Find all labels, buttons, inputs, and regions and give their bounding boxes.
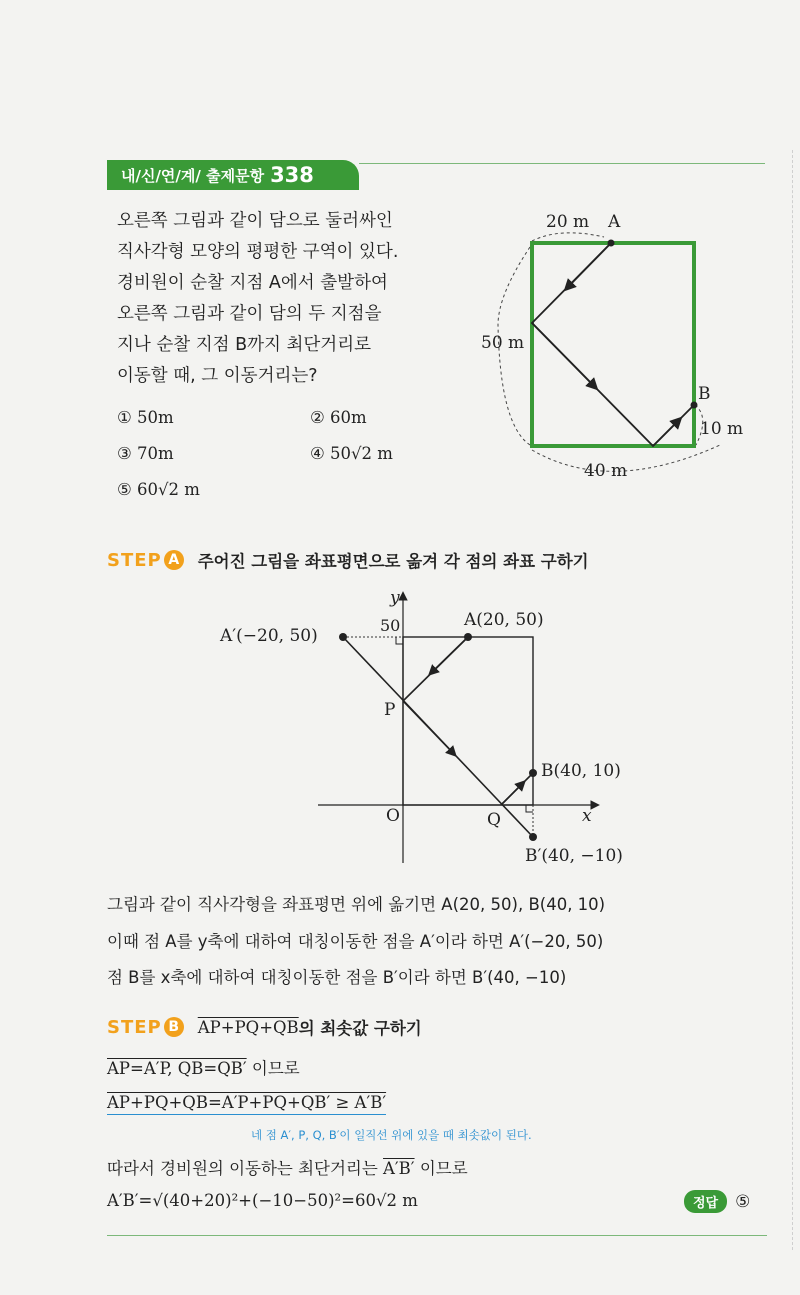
header-tag-number: 338 [270, 163, 314, 187]
step-b-letter: B [164, 1017, 184, 1037]
step-a-title: 주어진 그림을 좌표평면으로 옮겨 각 점의 좌표 구하기 [197, 552, 589, 571]
fig2-label-A-prime: A′(−20, 50) [220, 626, 318, 646]
point-B [691, 402, 698, 409]
step-b-line-4 [107, 1191, 418, 1210]
fig2-label-50: 50 [380, 616, 401, 635]
fig2-label-O: O [386, 806, 400, 826]
choice-5: ⑤ 60√2 m [117, 480, 200, 499]
patrol-path [532, 243, 694, 446]
fig1-label-A: A [608, 212, 621, 232]
step-b-line-2-math: AP+PQ+QB=A′P+PQ+QB′ ≥ A′B′ [107, 1093, 387, 1112]
step-a-heading [107, 548, 589, 572]
point-A2 [464, 633, 472, 641]
point-A [608, 240, 615, 247]
step-b-line-3-math: A′B′ [383, 1159, 415, 1178]
fig2-label-A: A(20, 50) [464, 610, 544, 630]
choice-1: ① 50m [117, 408, 174, 427]
fig1-label-20m: 20 m [546, 212, 590, 232]
problem-line: 이동할 때, 그 이동거리는? [117, 366, 318, 386]
choice-4: ④ 50√2 m [310, 444, 393, 463]
step-b-line-1 [107, 1055, 300, 1079]
step-a-label: STEP [107, 549, 162, 571]
step-b-label: STEP [107, 1016, 162, 1038]
step-a-letter: A [164, 550, 184, 570]
fig1-label-10m: 10 m [700, 419, 744, 439]
fig2-label-y: y [390, 588, 400, 608]
header-rule [359, 163, 765, 164]
problem-header-tag [107, 160, 359, 190]
step-b-heading [107, 1015, 422, 1039]
fig1-label-B: B [698, 384, 711, 404]
step-b-note: 네 점 A′, P, Q, B′이 일직선 위에 있을 때 최솟값이 된다. [251, 1128, 532, 1142]
step-b-title-math: AP+PQ+QB [197, 1017, 299, 1037]
fig2-label-Q: Q [487, 810, 501, 830]
step-b-line-3-tail: 이므로 [419, 1159, 468, 1178]
bottom-rule [107, 1235, 767, 1236]
step-b-line-3 [107, 1155, 468, 1179]
choice-3: ③ 70m [117, 444, 174, 463]
problem-line: 오른쪽 그림과 같이 담의 두 지점을 [117, 304, 382, 324]
dim-top-arc [532, 233, 604, 241]
choice-2: ② 60m [310, 408, 367, 427]
step-b-line-1-text: 이므로 [251, 1059, 300, 1078]
fig2-label-B: B(40, 10) [541, 761, 621, 781]
right-margin-line [792, 150, 793, 1250]
point-B-prime [529, 833, 537, 841]
answer-badge: 정답 [684, 1190, 727, 1213]
problem-line: 지나 순찰 지점 B까지 최단거리로 [117, 335, 372, 355]
answer-value: ⑤ [735, 1191, 751, 1212]
point-B2 [529, 769, 537, 777]
fig1-label-40m: 40 m [584, 461, 628, 481]
step-b-line-4-math: A′B′=√(40+20)²+(−10−50)²=60√2 m [107, 1191, 418, 1210]
step-b-line-1-math: AP=A′P, QB=QB′ [107, 1059, 247, 1078]
fig1-label-50m: 50 m [481, 333, 525, 353]
point-A-prime [339, 633, 347, 641]
problem-line: 직사각형 모양의 평평한 구역이 있다. [117, 242, 399, 262]
step-a-line-1: 그림과 같이 직사각형을 좌표평면 위에 옮기면 A(20, 50), B(40, 10) [107, 895, 606, 914]
fig2-label-x: x [582, 806, 592, 826]
step-a-line-2: 이때 점 A를 y축에 대하여 대칭이동한 점을 A′이라 하면 A′(−20, 50) [107, 932, 604, 951]
fig2-label-B-prime: B′(40, −10) [525, 846, 623, 866]
problem-statement [117, 206, 477, 392]
step-a-line-3: 점 B를 x축에 대하여 대칭이동한 점을 B′이라 하면 B′(40, −10) [107, 968, 567, 987]
fence-rectangle [532, 243, 694, 446]
answer-area [684, 1190, 750, 1213]
fig2-label-P: P [384, 700, 396, 720]
step-b-line-2 [107, 1093, 386, 1115]
problem-line: 오른쪽 그림과 같이 담으로 둘러싸인 [117, 211, 393, 231]
step-b-line-3-text: 따라서 경비원의 이동하는 최단거리는 [107, 1159, 378, 1178]
problem-line: 경비원이 순찰 지점 A에서 출발하여 [117, 273, 388, 293]
step-b-title-text: 의 최솟값 구하기 [298, 1019, 422, 1038]
header-tag-label: 내/신/연/계/ 출제문항 [121, 166, 265, 185]
